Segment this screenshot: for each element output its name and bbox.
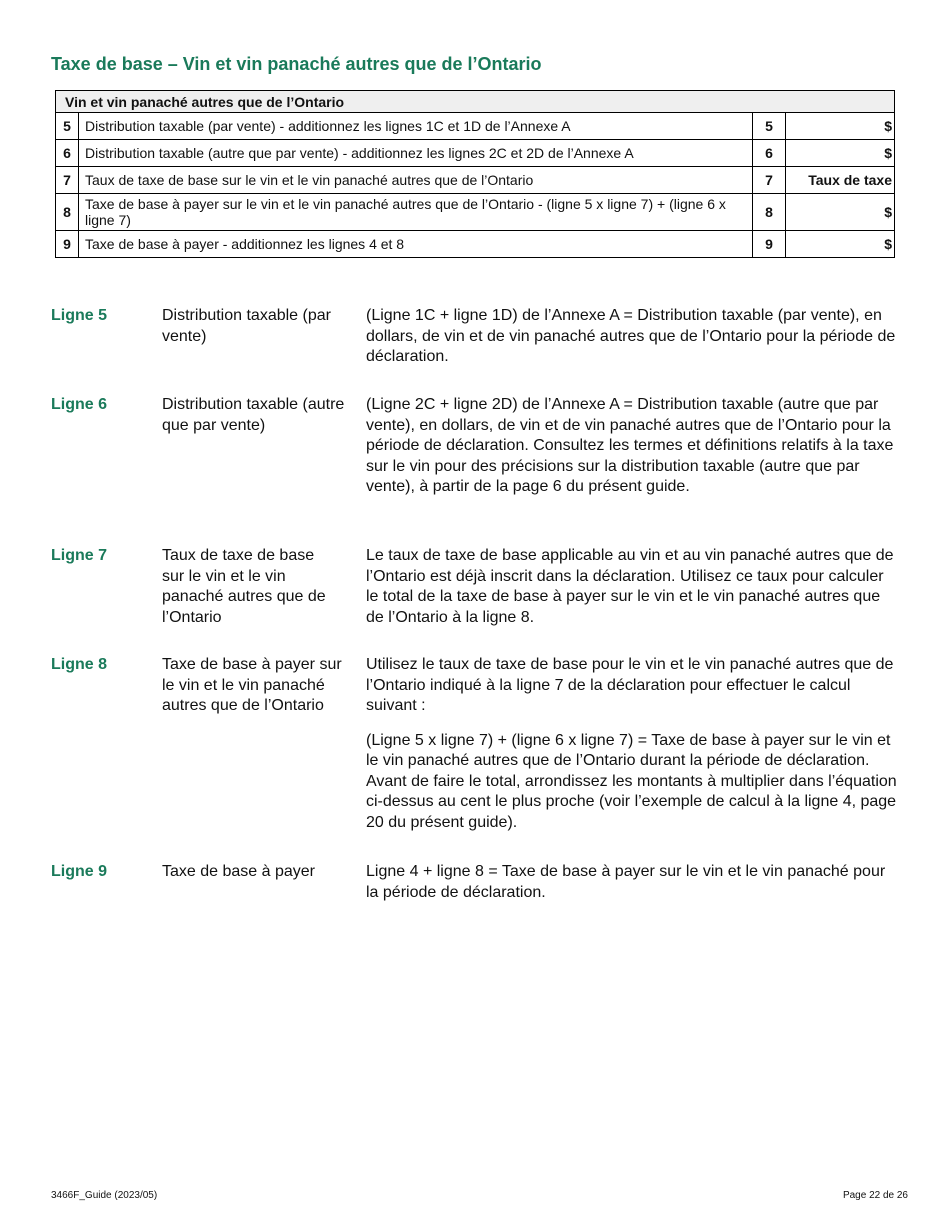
line-label: Ligne 8	[51, 656, 108, 673]
line-label: Ligne 5	[51, 307, 108, 324]
line-number: 9	[56, 231, 79, 258]
explanation-paragraph: Utilisez le taux de taxe de base pour le vin et le vin panaché autres que de l’Ontario indiqué à la ligne 7 de la déclaration pour effectuer le calcul suivant :	[366, 656, 894, 714]
line-description: Distribution taxable (autre que par vente) - additionnez les lignes 2C et 2D de l’Annexe A	[79, 140, 753, 167]
explanation-paragraph: (Ligne 5 x ligne 7) + (ligne 6 x ligne 7) = Taxe de base à payer sur le vin et le vin panaché autres que de l’Ontario durant la période de déclaration. Avant de faire le total, arrondissez les montants à multiplier dans l’équation ci-dessus au cent le plus proche (voir l’exemple de calcul à la ligne 4, page 20 du présent guide).	[366, 731, 897, 831]
table-header: Vin et vin panaché autres que de l’Ontario	[56, 91, 895, 113]
line-explanation	[366, 395, 898, 512]
line-label: Ligne 7	[51, 547, 108, 564]
line-title: Taxe de base à payer sur le vin et le vin panaché autres que de l’Ontario	[162, 656, 342, 714]
line-label: Ligne 9	[51, 863, 108, 880]
explanation-paragraph: (Ligne 1C + ligne 1D) de l’Annexe A = Distribution taxable (par vente), en dollars, de vin et de vin panaché autres que de l’Ontario pour la période de déclaration.	[366, 307, 896, 365]
line-label: Ligne 6	[51, 396, 108, 413]
explanation-paragraph: (Ligne 2C + ligne 2D) de l’Annexe A = Distribution taxable (autre que par vente), en dollars, de vin et de vin panaché autres que de l’Ontario pour la période de déclaration. Consultez les termes et définitions relatifs à la taxe sur le vin pour des précisions sur la distribution taxable (autre que par vente), à partir de la page 6 du présent guide.	[366, 396, 894, 495]
explanation-paragraph: Ligne 4 + ligne 8 = Taxe de base à payer sur le vin et le vin panaché pour la période de déclaration.	[366, 863, 886, 901]
form-id: 3466F_Guide (2023/05)	[51, 1190, 158, 1201]
line-box-number: 6	[753, 140, 786, 167]
line-number: 7	[56, 167, 79, 194]
line-explanation	[366, 655, 898, 847]
line-explanation	[366, 306, 898, 382]
page-number: Page 22 de 26	[842, 1190, 908, 1201]
line-description: Taxe de base à payer sur le vin et le vin panaché autres que de l’Ontario - (ligne 5 x ligne 7) + (ligne 6 x ligne 7)	[79, 194, 753, 231]
tax-rate-label: Taux de taxe	[786, 167, 895, 194]
table-row	[56, 140, 895, 167]
line-title: Taxe de base à payer	[162, 863, 315, 880]
line-value-field[interactable]: $	[786, 140, 895, 167]
line-explanation	[366, 862, 898, 917]
line-box-number: 8	[753, 194, 786, 231]
line-value-field[interactable]: $	[786, 194, 895, 231]
line-explanation	[366, 546, 898, 642]
table-row	[56, 167, 895, 194]
line-value-field[interactable]: $	[786, 231, 895, 258]
tax-form-table	[55, 90, 895, 258]
line-number: 5	[56, 113, 79, 140]
line-title: Distribution taxable (autre que par vente)	[162, 396, 345, 434]
line-description: Distribution taxable (par vente) - additionnez les lignes 1C et 1D de l’Annexe A	[79, 113, 753, 140]
table-row	[56, 231, 895, 258]
table-row	[56, 113, 895, 140]
line-box-number: 5	[753, 113, 786, 140]
line-title: Taux de taxe de base sur le vin et le vin panaché autres que de l’Ontario	[162, 547, 326, 626]
explanation-paragraph: Le taux de taxe de base applicable au vin et au vin panaché autres que de l’Ontario est déjà inscrit dans la déclaration. Utilisez ce taux pour calculer le total de la taxe de base à payer sur le vin et le vin panaché autres que de l’Ontario à la ligne 8.	[366, 547, 894, 626]
line-value-field[interactable]: $	[786, 113, 895, 140]
page-title: Taxe de base – Vin et vin panaché autres que de l’Ontario	[51, 54, 542, 74]
table-row	[56, 194, 895, 231]
line-box-number: 7	[753, 167, 786, 194]
line-number: 6	[56, 140, 79, 167]
line-number: 8	[56, 194, 79, 231]
line-description: Taxe de base à payer - additionnez les lignes 4 et 8	[79, 231, 753, 258]
line-description: Taux de taxe de base sur le vin et le vin panaché autres que de l’Ontario	[79, 167, 753, 194]
line-title: Distribution taxable (par vente)	[162, 307, 331, 345]
line-box-number: 9	[753, 231, 786, 258]
